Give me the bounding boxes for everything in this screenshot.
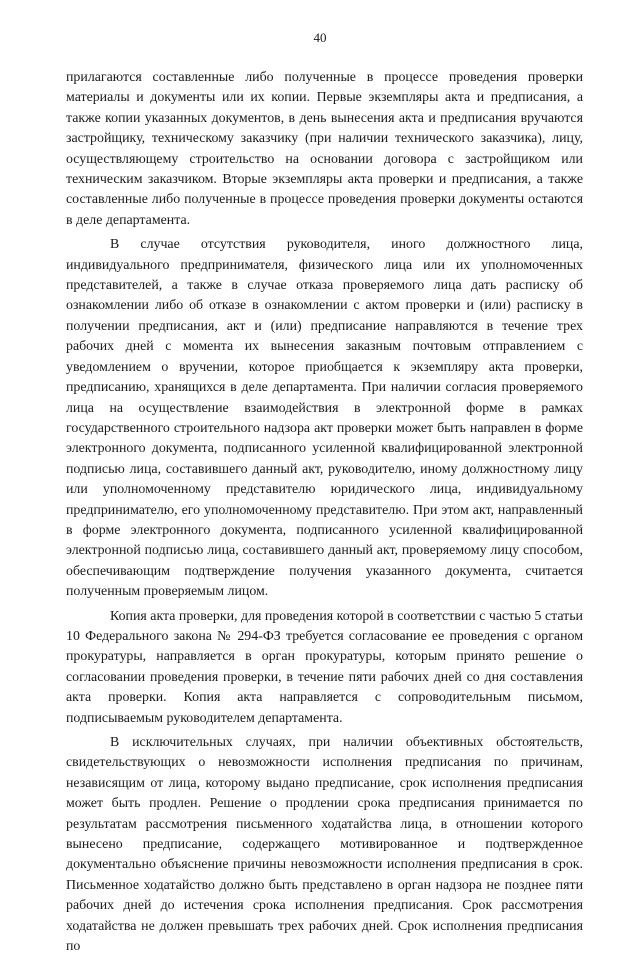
page-number: 40 (313, 30, 327, 45)
document-body (66, 68, 583, 961)
paragraph-prosecutor-copy: Копия акта проверки, для проведения которой в соответствии с частью 5 статьи 10 Федерального закона № 294-ФЗ требуется согласование ее проведения с органом прокуратуры, направляется в орган прокуратуры, которым принято решение о согласовании проведения проверки, в течение пяти рабочих дней со дня составления акта проверки. Копия акта направляется с сопроводительным письмом, подписываемым руководителем департамента. (66, 608, 583, 726)
paragraph-extension-of-deadline: В исключительных случаях, при наличии объективных обстоятельств, свидетельствующих о невозможности исполнения предписания по причинам, независящим от лица, которому выдано предписание, срок исполнения предписания может быть продлен. Решение о продлении срока предписания принимается по результатам рассмотрения письменного ходатайства лица, в отношении которого вынесено предписание, содержащего мотивированное и подтвержденное документально объяснение причины невозможности исполнения предписания в срок. Письменное ходатайство должно быть представлено в орган надзора не позднее пяти рабочих дней до истечения срока исполнения предписания. Срок рассмотрения ходатайства не должен превышать трех рабочих дней. Срок исполнения предписания по (66, 735, 583, 955)
paragraph-delivery-by-mail: В случае отсутствия руководителя, иного должностного лица, индивидуального предпринимателя, физического лица или их уполномоченных представителей, а также в случае отказа проверяемого лица дать расписку об ознакомлении либо об отказе в ознакомлении с актом проверки и (или) расписку в получении предписания, акт и (или) предписание направляются в течение трех рабочих дней с момента их вынесения заказным почтовым отправлением с уведомлением о вручении, которое приобщается к экземпляру акта проверки, предписанию, хранящихся в деле департамента. При наличии согласия проверяемого лица на осуществление взаимодействия в электронной форме в рамках государственного строительного надзора акт проверки может быть направлен в форме электронного документа, подписанного усиленной квалифицированной электронной подписью лица, составившего данный акт, руководителю, иному должностному лицу или уполномоченному представителю юридического лица, индивидуальному предпринимателю, его уполномоченному представителю. При этом акт, направленный в форме электронного документа, подписанного усиленной квалифицированной электронной подписью лица, составившего данный акт, проверяемому лицу способом, обеспечивающим подтверждение получения указанного документа, считается полученным проверяемым лицом. (66, 237, 583, 600)
paragraph-continuation: прилагаются составленные либо полученные в процессе проведения проверки материалы и документы или их копии. Первые экземпляры акта и предписания, а также копии указанных документов, в день вынесения акта и предписания вручаются застройщику, техническому заказчику (при наличии технического заказчика), лицу, осуществляющему строительство на основании договора с застройщиком или техническим заказчиком. Вторые экземпляры акта проверки и предписания, а также составленные либо полученные в процессе проведения проверки документы остаются в деле департамента. (66, 70, 583, 228)
